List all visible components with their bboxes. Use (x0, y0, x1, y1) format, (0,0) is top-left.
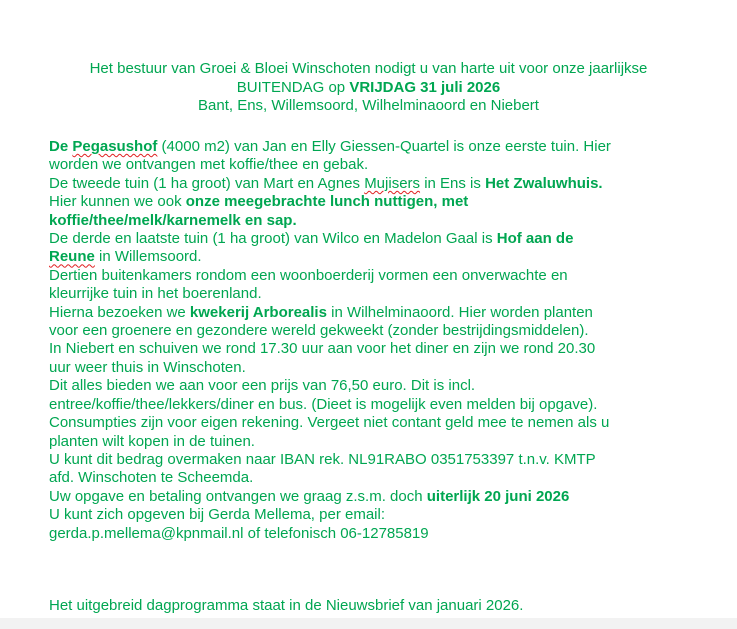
paragraph-line: In Niebert en schuiven we rond 17.30 uur aan voor het diner en zijn we rond 20.30 (49, 340, 596, 358)
paragraph-line: voor een groenere en gezondere wereld gekweekt (zonder bestrijdingsmiddelen). (49, 322, 589, 340)
owner-name-mujisers: Mujisers (364, 174, 421, 192)
header-line-1: Het bestuur van Groei & Bloei Winschoten nodigt u van harte uit voor onze jaarlijkse (89, 60, 648, 77)
paragraph-line: Dertien buitenkamers rondom een woonboerderij vormen een onverwachte en (49, 266, 568, 284)
paragraph-line: De derde en laatste tuin (1 ha groot) van Wilco en Madelon Gaal is Hof aan de (49, 230, 574, 248)
paragraph-line: Consumpties zijn voor eigen rekening. Vergeet niet contant geld mee te nemen als u (49, 414, 610, 432)
garden-name-hof-aan-de-reune: Hof aan de (496, 230, 574, 248)
deadline: uiterlijk 20 juni 2026 (426, 487, 570, 505)
header-line-3: Bant, Ens, Willemsoord, Wilhelminaoord en Niebert (198, 97, 539, 114)
paragraph-line: Hierna bezoeken we kwekerij Arborealis in Wilhelminaoord. Hier worden planten (49, 303, 593, 321)
invitation-body (49, 138, 719, 543)
paragraph-line: Uw opgave en betaling ontvangen we graag z.s.m. doch uiterlijk 20 juni 2026 (49, 487, 570, 505)
paragraph-line: U kunt dit bedrag overmaken naar IBAN rek. NL91RABO 0351753397 t.n.v. KMTP (49, 450, 596, 468)
paragraph-line: Dit alles bieden we aan voor een prijs van 76,50 euro. Dit is incl. (49, 377, 476, 395)
paragraph-line: Hier kunnen we ook onze meegebrachte lunch nuttigen, met (49, 193, 469, 211)
garden-name-pegasushof: Pegasushof (72, 138, 158, 155)
invitation-header (0, 60, 737, 116)
footer-note: Het uitgebreid dagprogramma staat in de Nieuwsbrief van januari 2026. (49, 597, 524, 614)
paragraph-line: kleurrijke tuin in het boerenland. (49, 285, 262, 303)
paragraph-line: Reune in Willemsoord. (49, 248, 202, 266)
paragraph-line: worden we ontvangen met koffie/thee en gebak. (49, 156, 369, 174)
paragraph-line: De tweede tuin (1 ha groot) van Mart en Agnes Mujisers in Ens is Het Zwaluwhuis. (49, 174, 603, 192)
paragraph-line: planten wilt kopen in de tuinen. (49, 432, 255, 450)
contact-line: gerda.p.mellema@kpnmail.nl of telefonisch 06-12785819 (49, 524, 429, 542)
window-bottom-edge (0, 618, 737, 629)
paragraph-line: koffie/thee/melk/karnemelk en sap. (49, 211, 297, 229)
header-line-2: BUITENDAG op VRIJDAG 31 juli 2026 (236, 78, 501, 96)
garden-name-zwaluwhuis: Het Zwaluwhuis. (485, 174, 603, 192)
event-date: VRIJDAG 31 juli 2026 (349, 78, 501, 96)
paragraph-line: entree/koffie/thee/lekkers/diner en bus. (Dieet is mogelijk even melden bij opgave). (49, 395, 598, 413)
nursery-name-arborealis: kwekerij Arborealis (189, 303, 327, 321)
paragraph-line: De Pegasushof (4000 m2) van Jan en Elly Giessen-Quartel is onze eerste tuin. Hier (49, 138, 611, 155)
paragraph-line: uur weer thuis in Winschoten. (49, 358, 246, 376)
paragraph-line: afd. Winschoten te Scheemda. (49, 469, 254, 487)
paragraph-line: U kunt zich opgeven bij Gerda Mellema, per email: (49, 506, 385, 524)
